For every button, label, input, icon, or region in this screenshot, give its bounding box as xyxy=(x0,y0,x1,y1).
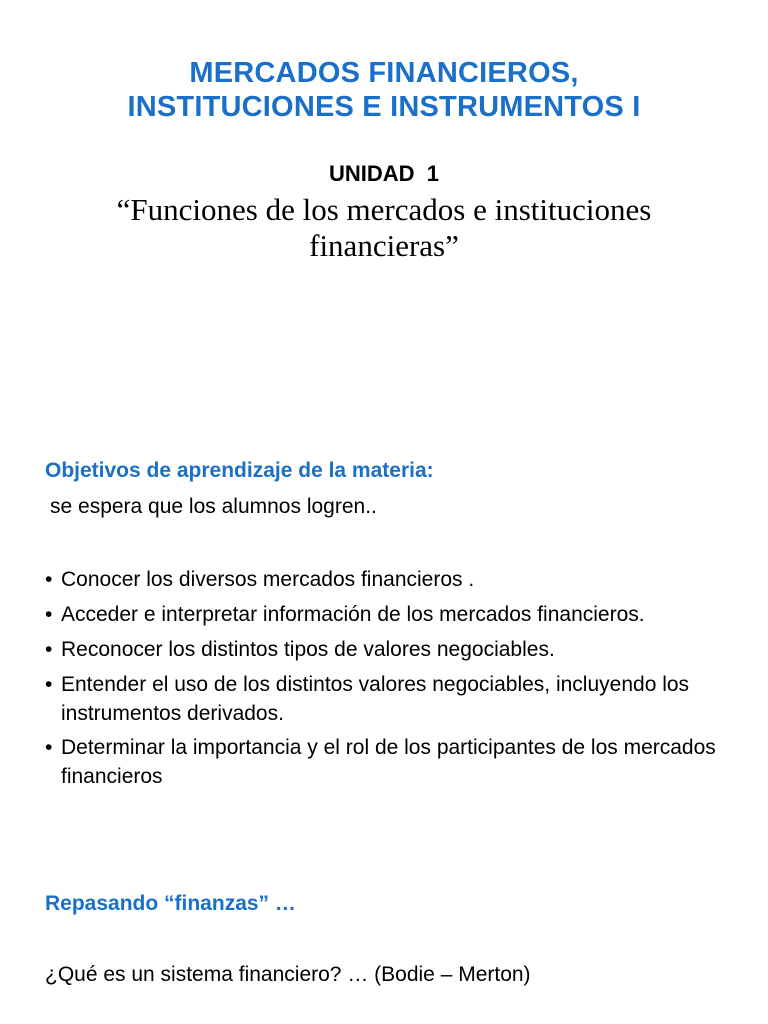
list-item-text: Entender el uso de los distintos valores negociables, incluyendo los instrumentos derivados. xyxy=(61,673,690,725)
list-item xyxy=(45,733,735,791)
list-item-text: Determinar la importancia y el rol de los participantes de los mercados financieros xyxy=(61,736,716,788)
review-heading: Repasando “finanzas” … xyxy=(45,892,296,915)
list-item-text: Acceder e interpretar información de los mercados financieros. xyxy=(61,603,645,626)
list-item-text: Conocer los diversos mercados financieros . xyxy=(61,568,475,591)
unit-subtitle-line-1: “Funciones de los mercados e instituciones xyxy=(116,192,652,227)
list-item-text: Reconocer los distintos tipos de valores negociables. xyxy=(61,638,555,661)
bullet-icon: • xyxy=(45,603,53,626)
bullet-icon: • xyxy=(45,638,53,661)
bullet-icon: • xyxy=(45,736,53,759)
list-item xyxy=(45,565,735,595)
title-line-2: INSTITUCIONES E INSTRUMENTOS I xyxy=(127,91,641,123)
list-item xyxy=(45,600,735,630)
objectives-list xyxy=(45,565,735,796)
unit-subtitle xyxy=(0,192,768,264)
list-item xyxy=(45,670,735,728)
unit-label: UNIDAD 1 xyxy=(328,161,439,186)
document-title xyxy=(0,56,768,124)
objectives-intro: se espera que los alumnos logren.. xyxy=(50,495,377,518)
unit-subtitle-line-2: financieras” xyxy=(309,228,459,263)
review-question: ¿Qué es un sistema financiero? … (Bodie – Merton) xyxy=(45,963,531,986)
bullet-icon: • xyxy=(45,673,53,696)
bullet-icon: • xyxy=(45,568,53,591)
title-line-1: MERCADOS FINANCIEROS, xyxy=(189,57,579,89)
objectives-heading: Objetivos de aprendizaje de la materia: xyxy=(45,459,434,482)
list-item xyxy=(45,635,735,665)
